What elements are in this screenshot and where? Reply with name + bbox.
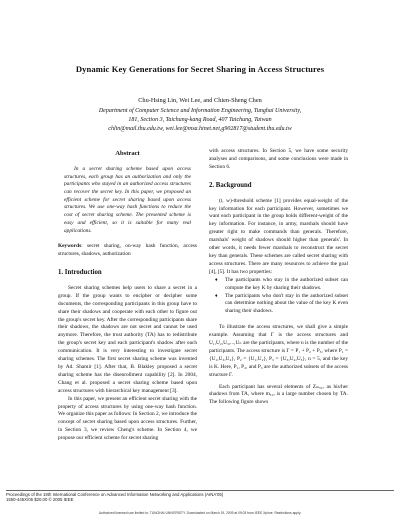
license-notice: Authorized licensed use limited to: TUNGHAI UNIVERSITY. Downloaded on March 19, 2009 at 09:03 from IEEE Xplore. Restrictions apply. bbox=[98, 511, 302, 515]
background-paragraph-3: Each participant has several elements of Zₘₓ₁ₒ as his/her shadows from TA, where mₓ₁ₒ is a large number chosen by TA. The following figure shows bbox=[209, 383, 348, 406]
affiliation-emails: chlin@mail.thu.edu.tw, wei.lee@msa.hinet.net,g902817@student.thu.edu.tw bbox=[108, 125, 292, 132]
proceedings-footer bbox=[6, 492, 223, 503]
background-paragraph-2: To illustrate the access structures, we shall give a simple example. Assuming that Γ is the access structures and U₁,U₂,U₃,...,Uₙ are the participants, where n is the number of the participants. The access structure is Γ = P₁ + P₂ + P₃, where P₁ = {U₁,U₃,U₄}, P₂ = {U₁,U₂}, P₃ = {U₃,U₄,U₅}, n = 5, and the key is K. Here, P₁, P₂, and P₃ are the authorized subsets of the access structure Γ. bbox=[209, 324, 348, 378]
right-column bbox=[209, 148, 348, 407]
property-bullet-2 bbox=[215, 293, 348, 317]
paper-authors: Chu-Hsing Lin, Wei Lee, and Chien-Sheng Chen bbox=[138, 97, 262, 104]
intro-paragraph-1: Secret sharing schemes help users to share a secret in a group. If the group wants to encipher or decipher some documents, the corresponding participants in this group have to share their shadows and cooperate with each other to figure out the group's secret key. After the corresponding participants share their shadows, the shadows are not secret and cannot be used anymore. Therefore, the trust authority (TA) has to redistribute the group's secret key and each participant's shadow after each communication. It is very interesting to investigate secret sharing schemes. The first secret sharing scheme was invented by Ad. Shamir [1]. After that, B. Blakley proposed a secret sharing scheme has the disenrollment capability [2]. In 2004, Chang et al. proposed a secret sharing scheme based upon access structures with hierarchical key management [3]. bbox=[58, 284, 197, 394]
intro-continued: with access structures. In Section 5, we have some security analyses and comparisons, and some conclusions were made in Section 6. bbox=[209, 148, 348, 170]
property-bullet-1 bbox=[215, 277, 348, 293]
property-text-2: The participants who don't stay in the authorized subset can determine nothing about the value of the key K even sharing their shadows. bbox=[225, 292, 348, 315]
affiliation-block bbox=[0, 107, 400, 133]
affiliation-address: 181, Section 3, Taichung-kang Road, 407 Taichung, Taiwan bbox=[128, 116, 272, 123]
affiliation-department: Department of Computer Science and Information Engineering, Tunghai University, bbox=[98, 108, 302, 114]
intro-paragraph-2: In this paper, we present an efficient secret sharing with the property of access structures by using one-way hash function. We organize this paper as follows: In Section 2, we introduce the concept of secret sharing based upon access structures. Further, in Section 3, we review Cheng's scheme. In Section 4, we propose our efficient scheme for secret sharing bbox=[58, 395, 197, 442]
footer-issn: 1550-445X/05 $20.00 © 2005 IEEE bbox=[6, 497, 74, 503]
left-column bbox=[58, 150, 197, 443]
footer-proceedings: Proceedings of the 19th International Conference on Advanced Information Networking and Applications (AINA'05) bbox=[6, 492, 224, 497]
abstract-text: In a secret sharing scheme based upon access structures, each group has an authorization and only the participants who stayed in an authorized access structures can recover the secret key. In this paper, we proposed an efficient scheme for secret sharing based upon access structures. We use one-way hash functions to reduce the cost of secret sharing scheme. The presented scheme is easy and efficient, so it is suitable for many real applications. bbox=[64, 165, 191, 234]
section-introduction-heading: 1. Introduction bbox=[58, 269, 102, 277]
diamond-bullet-icon: ♦ bbox=[215, 293, 218, 299]
abstract-heading: Abstract bbox=[115, 150, 140, 157]
property-text-1: The participants who stay in the authorized subset can compute the key K by sharing their shadows. bbox=[225, 276, 348, 291]
keywords-line bbox=[58, 243, 197, 259]
paper-title: Dynamic Key Generations for Secret Sharing in Access Structures bbox=[75, 64, 325, 74]
background-paragraph-1: (t, w)-threshold scheme [1] provides equal-weight of the key information for each participant. However, sometimes we want each participant in the group holds different-weight of the key information. For instance, in army, marshals should have greater right to make commands than generals. Therefore, marshals' weight of shadows should higher than generals'. In other words, it needs fewer marshals to reconstruct the secret key than generals. These schemes are called secret sharing with access structures. There are many resources to achieve the goal [4], [5]. It has two properties: bbox=[209, 197, 348, 275]
diamond-bullet-icon: ♦ bbox=[215, 277, 218, 283]
keywords-label: Keywords bbox=[58, 243, 82, 250]
section-background-heading: 2. Background bbox=[209, 181, 252, 189]
footer-divider bbox=[6, 490, 394, 491]
keywords-text: : secret sharing, on-way hash function, access structures, shadows, authorization bbox=[58, 243, 197, 258]
